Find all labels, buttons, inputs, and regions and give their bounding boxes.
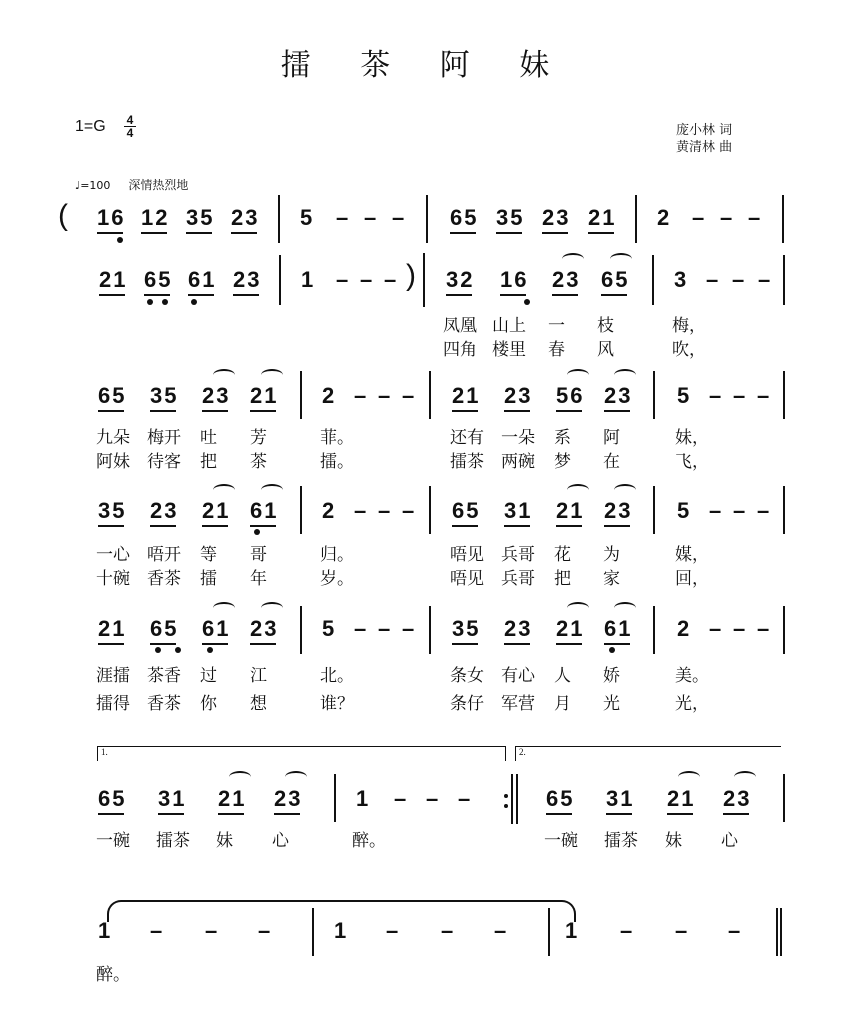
lyric: 风: [597, 340, 614, 360]
dash: –: [392, 205, 405, 230]
lyric: 梅开: [147, 428, 181, 448]
lyric: 两碗: [501, 452, 535, 472]
lyric: 还有: [450, 428, 484, 448]
lyric: 美。: [675, 666, 709, 686]
lyric: 兵哥: [501, 569, 535, 589]
bar-line: [783, 774, 785, 822]
note-group: 21: [556, 616, 585, 641]
bar-line: [300, 606, 302, 654]
slur: [614, 602, 636, 614]
note-group: 23: [233, 267, 262, 292]
low-octave-dot: [191, 299, 197, 305]
repeat-bar-line: [516, 774, 518, 824]
dash: –: [394, 786, 407, 811]
slur: [567, 602, 589, 614]
dash: –: [386, 918, 399, 943]
note-group: 21: [250, 383, 279, 408]
bar-line: [782, 195, 784, 243]
low-octave-dot: [207, 647, 213, 653]
slur: [229, 771, 251, 783]
note-group: 65: [150, 616, 179, 641]
bar-line: [635, 195, 637, 243]
final-bar-line: [776, 908, 778, 956]
bar-line: [548, 908, 550, 956]
dash: –: [205, 918, 218, 943]
note-group: 65: [98, 383, 127, 408]
note-group: 23: [723, 786, 752, 811]
lyric: 军营: [501, 694, 535, 714]
dash: –: [757, 498, 770, 523]
lyric: 光: [603, 694, 620, 714]
dash: –: [336, 267, 349, 292]
lyric: 梦: [554, 452, 571, 472]
lyric: 十碗: [96, 569, 130, 589]
dash: –: [732, 267, 745, 292]
slur: [734, 771, 756, 783]
lyric: 哥: [250, 545, 267, 565]
lyric: 为: [603, 545, 620, 565]
dash: –: [378, 383, 391, 408]
dash: –: [709, 383, 722, 408]
expression-mark: 深情热烈地: [128, 178, 189, 192]
lyric: 擂: [200, 569, 217, 589]
bar-line: [278, 195, 280, 243]
lyric: 一: [548, 316, 565, 336]
bar-line: [423, 253, 425, 307]
slur: [567, 369, 589, 381]
lyric: 菲。: [320, 428, 354, 448]
note-group: 35: [186, 205, 215, 230]
final-bar-line: [780, 908, 782, 956]
song-title: 擂 茶 阿 妹: [280, 48, 570, 83]
lyric: 一心: [96, 545, 130, 565]
bar-line: [429, 371, 431, 419]
bar-line: [300, 371, 302, 419]
dash: –: [258, 918, 271, 943]
slur: [562, 253, 584, 265]
note-group: 2: [677, 616, 692, 641]
lyric: 花: [554, 545, 571, 565]
low-octave-dot: [254, 529, 260, 535]
dash: –: [758, 267, 771, 292]
bar-line: [653, 371, 655, 419]
dash: –: [378, 616, 391, 641]
dash: –: [384, 267, 397, 292]
note-group: 1: [565, 918, 580, 943]
tempo-marking: [75, 176, 188, 193]
note-group: 61: [250, 498, 279, 523]
bar-line: [653, 486, 655, 534]
lyric: 擂茶: [450, 452, 484, 472]
lyric: 枝: [597, 316, 614, 336]
dash: –: [402, 498, 415, 523]
dash: –: [360, 267, 373, 292]
repeat-bar-line: [511, 774, 513, 824]
note-group: 65: [98, 786, 127, 811]
lyric: 心: [272, 831, 289, 851]
lyric: 涯擂: [96, 666, 130, 686]
note-group: 21: [202, 498, 231, 523]
lyric: 唔开: [147, 545, 181, 565]
bar-line: [783, 371, 785, 419]
note-group: 5: [677, 498, 692, 523]
note-group: 23: [552, 267, 581, 292]
open-parenthesis: (: [58, 199, 68, 232]
slur: [213, 602, 235, 614]
note-group: 1: [301, 267, 316, 292]
note-group: 2: [322, 498, 337, 523]
note-group: 61: [188, 267, 217, 292]
low-octave-dot: [162, 299, 168, 305]
note-group: 23: [504, 383, 533, 408]
note-group: 3: [674, 267, 689, 292]
note-group: 21: [99, 267, 128, 292]
lyric: 吹，: [672, 340, 706, 360]
lyric: 人: [554, 666, 571, 686]
bar-line: [312, 908, 314, 956]
lyric: 心: [721, 831, 738, 851]
dash: –: [441, 918, 454, 943]
note-group: 1: [334, 918, 349, 943]
note-group: 12: [141, 205, 170, 230]
dash: –: [733, 383, 746, 408]
dash: –: [748, 205, 761, 230]
note-group: 23: [604, 383, 633, 408]
dash: –: [706, 267, 719, 292]
lyric: 你: [200, 694, 217, 714]
slur: [213, 369, 235, 381]
volta-first-ending: 1.: [97, 746, 506, 761]
note-group: 65: [601, 267, 630, 292]
dash: –: [757, 616, 770, 641]
note-group: 23: [150, 498, 179, 523]
note-group: 21: [667, 786, 696, 811]
dash: –: [402, 616, 415, 641]
bar-line: [429, 606, 431, 654]
note-group: 31: [504, 498, 533, 523]
note-group: 23: [604, 498, 633, 523]
lyric: 春: [548, 340, 565, 360]
note-group: 35: [98, 498, 127, 523]
lyric: 山上: [492, 316, 526, 336]
note-group: 2: [322, 383, 337, 408]
low-octave-dot: [117, 237, 123, 243]
time-signature: [124, 114, 136, 139]
lyric: 妹: [216, 831, 233, 851]
lyric: 一碗: [544, 831, 578, 851]
lyric: 娇: [603, 666, 620, 686]
note-group: 5: [300, 205, 315, 230]
bar-line: [783, 486, 785, 534]
lyric: 楼里: [492, 340, 526, 360]
note-group: 5: [677, 383, 692, 408]
lyric: 妹，: [675, 428, 709, 448]
low-octave-dot: [147, 299, 153, 305]
lyric: 吐: [200, 428, 217, 448]
note-group: 23: [250, 616, 279, 641]
note-group: 32: [446, 267, 475, 292]
note-group: 56: [556, 383, 585, 408]
note-group: 16: [500, 267, 529, 292]
slur: [614, 369, 636, 381]
note-group: 61: [202, 616, 231, 641]
lyric: 有心: [501, 666, 535, 686]
lyric: 醉。: [96, 965, 130, 985]
lyric: 一朵: [501, 428, 535, 448]
tempo-value: ♩=100: [75, 179, 111, 192]
bar-line: [652, 255, 654, 305]
lyric: 茶: [250, 452, 267, 472]
dash: –: [402, 383, 415, 408]
lyric: 香茶: [147, 569, 181, 589]
dash: –: [733, 498, 746, 523]
composer-credit: 黄清林 曲: [676, 140, 733, 155]
lyric: 谁？: [320, 694, 354, 714]
lyric: 妹: [665, 831, 682, 851]
note-group: 23: [274, 786, 303, 811]
slur: [261, 484, 283, 496]
lyric: 把: [554, 569, 571, 589]
low-octave-dot: [155, 647, 161, 653]
lyric: 擂得: [96, 694, 130, 714]
key-signature: 1=G: [75, 118, 106, 135]
note-group: 23: [504, 616, 533, 641]
dash: –: [426, 786, 439, 811]
dash: –: [354, 383, 367, 408]
note-group: 35: [150, 383, 179, 408]
bar-line: [426, 195, 428, 243]
lyric: 江: [250, 666, 267, 686]
lyric: 回，: [675, 569, 709, 589]
slur: [261, 369, 283, 381]
slur: [285, 771, 307, 783]
low-octave-dot: [175, 647, 181, 653]
dash: –: [728, 918, 741, 943]
lyric: 在: [603, 452, 620, 472]
lyric: 香茶: [147, 694, 181, 714]
lyric: 九朵: [96, 428, 130, 448]
note-group: 1: [356, 786, 371, 811]
note-group: 5: [322, 616, 337, 641]
bar-line: [783, 606, 785, 654]
bar-line: [429, 486, 431, 534]
note-group: 21: [452, 383, 481, 408]
lyric: 唔见: [450, 569, 484, 589]
low-octave-dot: [524, 299, 530, 305]
note-group: 23: [202, 383, 231, 408]
slur: [614, 484, 636, 496]
note-group: 1: [98, 918, 113, 943]
volta-second-ending: 2.: [515, 746, 781, 761]
slur: [213, 484, 235, 496]
lyric: 过: [200, 666, 217, 686]
note-group: 35: [496, 205, 525, 230]
lyric: 醉。: [352, 831, 386, 851]
note-group: 16: [97, 205, 126, 230]
credits: [676, 122, 732, 156]
bar-line: [783, 255, 785, 305]
note-group: 65: [546, 786, 575, 811]
dash: –: [692, 205, 705, 230]
lyric: 梅，: [672, 316, 706, 336]
dash: –: [620, 918, 633, 943]
lyric: 擂茶: [604, 831, 638, 851]
slur: [610, 253, 632, 265]
lyric: 芳: [250, 428, 267, 448]
lyric: 兵哥: [501, 545, 535, 565]
dash: –: [458, 786, 471, 811]
time-sig-top: 4: [126, 113, 134, 127]
note-group: 65: [144, 267, 173, 292]
dash: –: [675, 918, 688, 943]
note-group: 65: [450, 205, 479, 230]
dash: –: [354, 616, 367, 641]
lyric: 年: [250, 569, 267, 589]
note-group: 21: [218, 786, 247, 811]
dash: –: [336, 205, 349, 230]
lyric: 唔见: [450, 545, 484, 565]
dash: –: [150, 918, 163, 943]
lyric: 条仔: [450, 694, 484, 714]
note-group: 31: [158, 786, 187, 811]
lyric: 月: [554, 694, 571, 714]
note-group: 2: [657, 205, 672, 230]
slur: [678, 771, 700, 783]
dash: –: [364, 205, 377, 230]
dash: –: [709, 616, 722, 641]
bar-line: [334, 774, 336, 822]
dash: –: [733, 616, 746, 641]
bar-line: [300, 486, 302, 534]
dash: –: [378, 498, 391, 523]
note-group: 21: [556, 498, 585, 523]
lyric: 阿: [603, 428, 620, 448]
dash: –: [757, 383, 770, 408]
lyric: 茶香: [147, 666, 181, 686]
lyric: 擂。: [320, 452, 354, 472]
lyric: 岁。: [320, 569, 354, 589]
dash: –: [720, 205, 733, 230]
lyric: 飞，: [675, 452, 709, 472]
time-sig-bottom: 4: [126, 126, 134, 140]
note-group: 65: [452, 498, 481, 523]
lyric: 一碗: [96, 831, 130, 851]
lyric: 擂茶: [156, 831, 190, 851]
note-group: 31: [606, 786, 635, 811]
slur: [261, 602, 283, 614]
lyric: 媒，: [675, 545, 709, 565]
lyric: 四角: [443, 340, 477, 360]
lyric: 阿妹: [96, 452, 130, 472]
bar-line: [279, 255, 281, 305]
lyric: 条女: [450, 666, 484, 686]
note-group: 23: [231, 205, 260, 230]
slur: [567, 484, 589, 496]
lyric: 光，: [675, 694, 709, 714]
lyric: 把: [200, 452, 217, 472]
lyric: 家: [603, 569, 620, 589]
lyric: 等: [200, 545, 217, 565]
note-group: 21: [98, 616, 127, 641]
lyricist-credit: 庞小林 词: [676, 123, 733, 138]
low-octave-dot: [609, 647, 615, 653]
dash: –: [494, 918, 507, 943]
lyric: 想: [250, 694, 267, 714]
note-group: 23: [542, 205, 571, 230]
lyric: 系: [554, 428, 571, 448]
close-parenthesis: ): [406, 259, 416, 292]
lyric: 待客: [147, 452, 181, 472]
lyric: 北。: [320, 666, 354, 686]
dash: –: [354, 498, 367, 523]
note-group: 61: [604, 616, 633, 641]
lyric: 凤凰: [443, 316, 477, 336]
note-group: 21: [588, 205, 617, 230]
dash: –: [709, 498, 722, 523]
note-group: 35: [452, 616, 481, 641]
bar-line: [653, 606, 655, 654]
lyric: 归。: [320, 545, 354, 565]
